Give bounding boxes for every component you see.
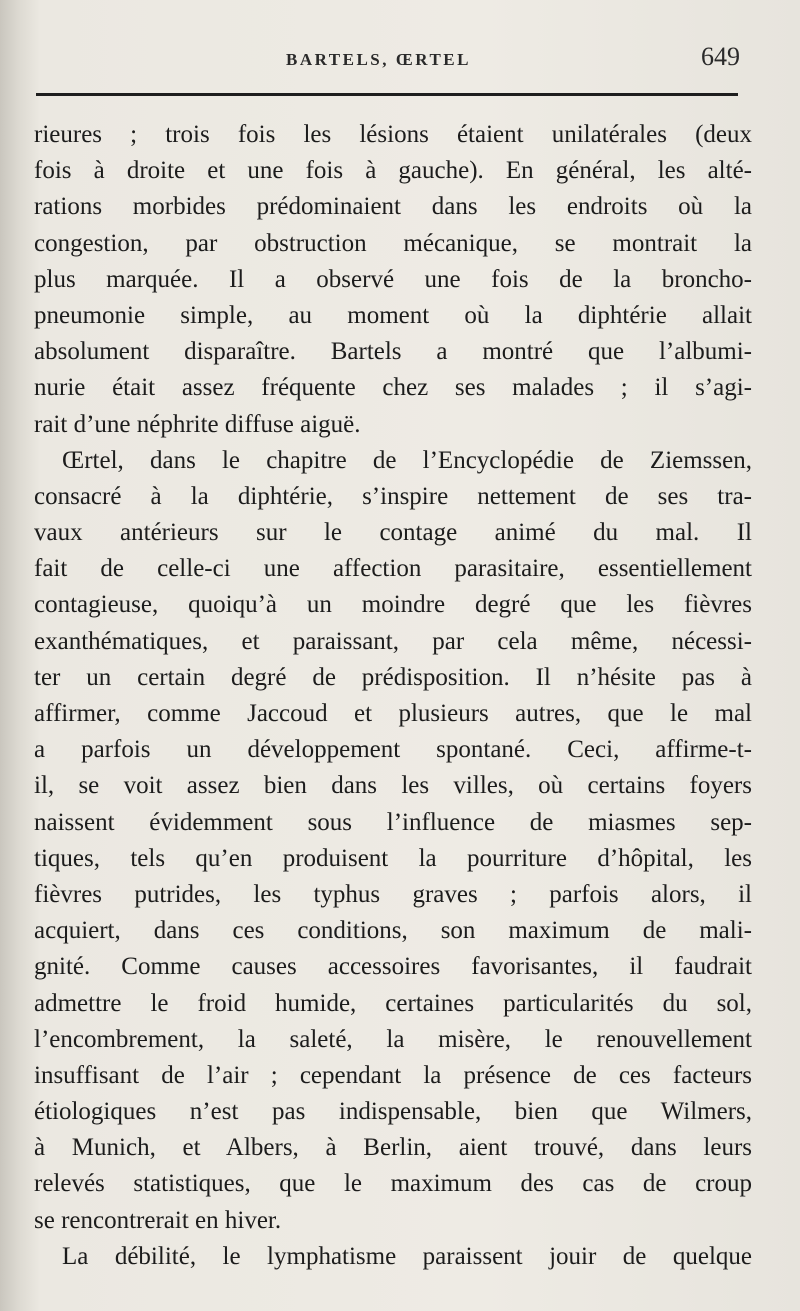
text-line: l’encombrement, la saleté, la misère, le renouvellement [34, 1025, 752, 1053]
page-header [36, 40, 748, 80]
text-line: il, se voit assez bien dans les villes, où certains foyers [34, 772, 752, 800]
text-line: La débilité, le lymphatisme paraissent jouir de quelque [62, 1242, 752, 1270]
text-line: Œrtel, dans le chapitre de l’Encyclopédie de Ziemssen, [62, 446, 752, 474]
text-line: a parfois un développement spontané. Ceci, affirme-t- [34, 736, 752, 764]
text-line: admettre le froid humide, certaines particularités du sol, [34, 989, 752, 1017]
text-line: absolument disparaître. Bartels a montré que l’albumi- [34, 338, 752, 366]
text-line: se rencontrerait en hiver. [34, 1206, 282, 1234]
text-line: rieures ; trois fois les lésions étaient unilatérales (deux [34, 121, 752, 148]
text-line: affirmer, comme Jaccoud et plusieurs autres, que le mal [34, 700, 752, 727]
text-line: gnité. Comme causes accessoires favorisantes, il faudrait [34, 953, 752, 981]
text-line: consacré à la diphtérie, s’inspire nettement de ses tra- [34, 482, 752, 510]
text-line: fois à droite et une fois à gauche). En général, les alté- [34, 157, 752, 185]
text-line: exanthématiques, et paraissant, par cela même, nécessi- [34, 627, 752, 655]
text-line: contagieuse, quoiqu’à un moindre degré que les fièvres [34, 591, 752, 619]
text-line: vaux antérieurs sur le contage animé du mal. Il [34, 519, 752, 547]
text-line: ter un certain degré de prédisposition. Il n’hésite pas à [34, 663, 752, 691]
text-line: rations morbides prédominaient dans les endroits où la [34, 193, 752, 221]
text-line: fièvres putrides, les typhus graves ; parfois alors, il [34, 880, 752, 908]
text-line: rait d’une néphrite diffuse aiguë. [34, 410, 361, 438]
body-text [34, 117, 752, 1275]
text-line: acquiert, dans ces conditions, son maximum de mali- [34, 917, 752, 945]
text-line: plus marquée. Il a observé une fois de la broncho- [34, 265, 752, 293]
text-line: relevés statistiques, que le maximum des cas de croup [34, 1170, 752, 1198]
text-line: pneumonie simple, au moment où la diphtérie allait [34, 301, 752, 329]
text-line: fait de celle-ci une affection parasitaire, essentiellement [34, 555, 752, 583]
page-number: 649 [701, 42, 740, 71]
running-head: BARTELS, ŒRTEL [286, 50, 471, 69]
text-line: congestion, par obstruction mécanique, se montrait la [34, 229, 752, 257]
text-line: à Munich, et Albers, à Berlin, aient trouvé, dans leurs [34, 1134, 752, 1162]
text-line: nurie était assez fréquente chez ses malades ; il s’agi- [34, 374, 752, 402]
text-line: insuffisant de l’air ; cependant la présence de ces facteurs [34, 1061, 752, 1089]
text-line: tiques, tels qu’en produisent la pourriture d’hôpital, les [34, 844, 752, 872]
text-line: étiologiques n’est pas indispensable, bien que Wilmers, [34, 1098, 752, 1126]
header-rule [36, 93, 738, 96]
text-line: naissent évidemment sous l’influence de miasmes sep- [34, 808, 752, 836]
